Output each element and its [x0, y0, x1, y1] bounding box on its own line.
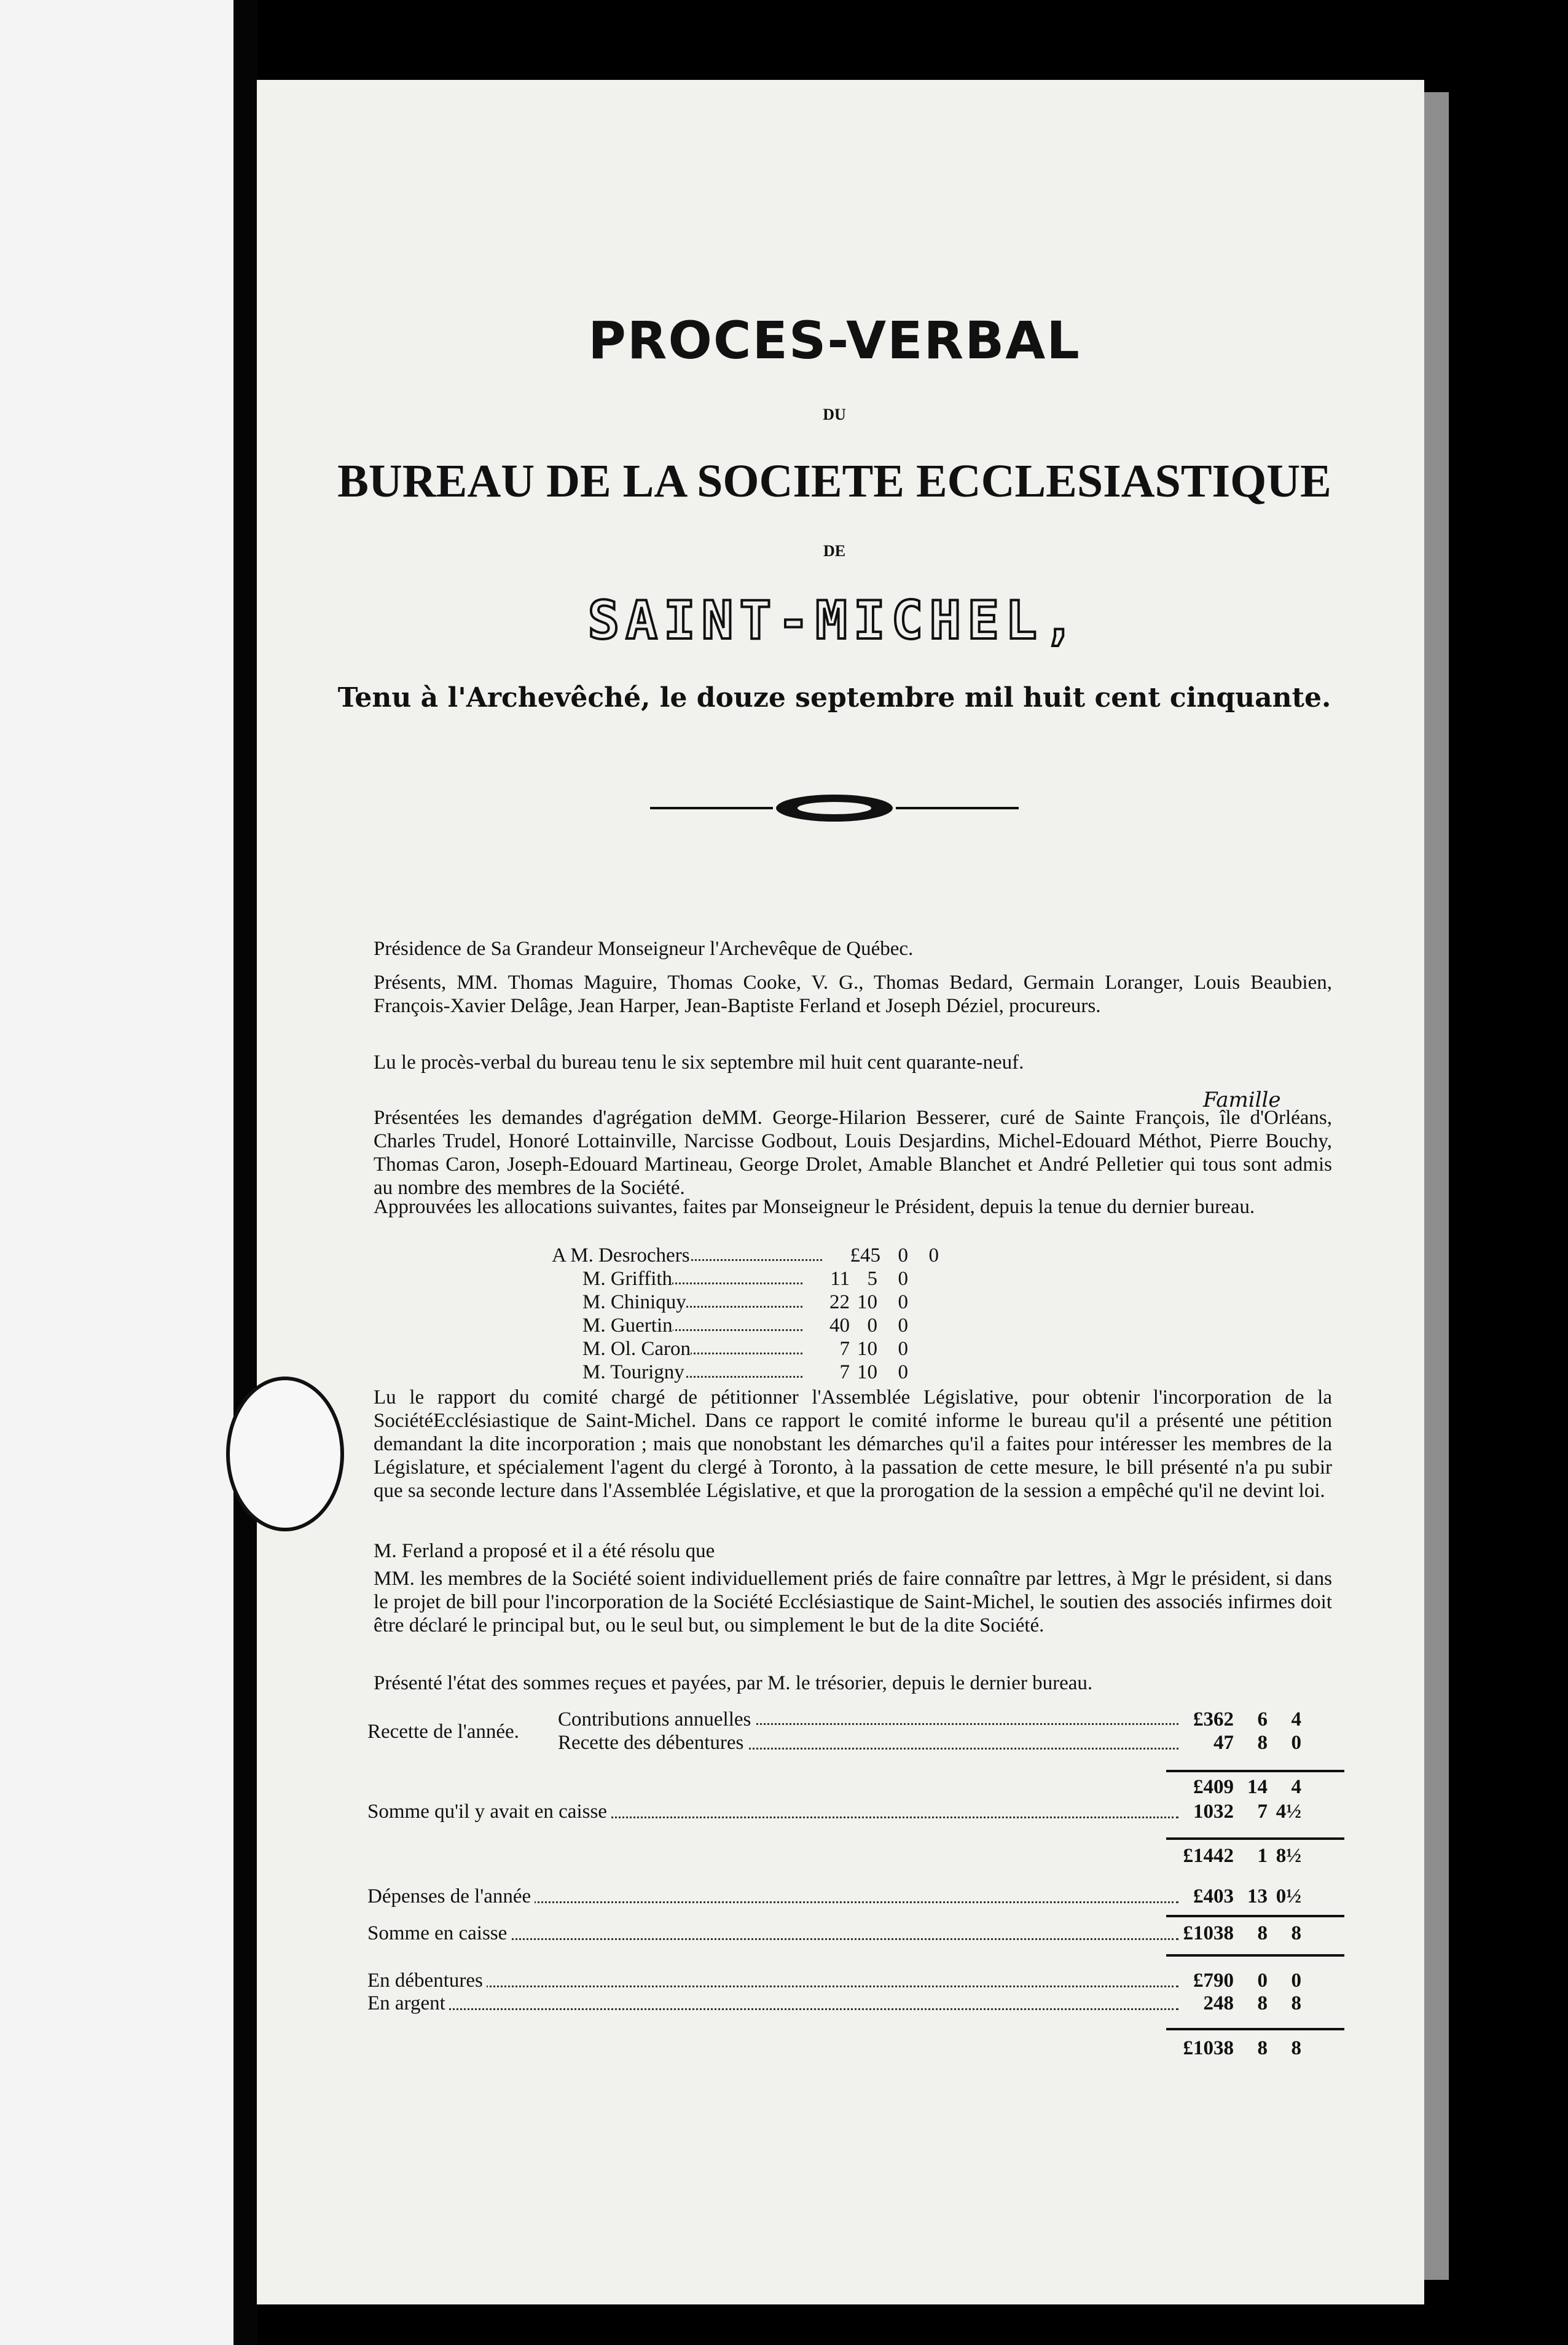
allocation-pounds: 22	[804, 1291, 850, 1314]
allocation-pence: 0	[898, 1268, 908, 1290]
allocation-name: M. Griffith	[582, 1268, 673, 1290]
account-pounds: £403	[1193, 1885, 1234, 1907]
account-pence: 0	[1291, 1732, 1301, 1754]
allocation-shillings: 10	[857, 1338, 877, 1360]
account-row-caisse	[367, 1801, 1326, 1825]
allocation-name: A M. Desrochers	[552, 1244, 690, 1267]
account-pence: 4	[1291, 1776, 1301, 1798]
allocation-name: M. Ol. Caron	[582, 1338, 691, 1360]
document-page	[257, 80, 1424, 2304]
document-title: PROCES-VERBAL	[588, 310, 1081, 371]
allocations-table	[552, 1244, 945, 1385]
allocation-pounds: 7	[804, 1361, 850, 1384]
paragraph-etat: Présenté l'état des sommes reçues et payées, par M. le trésorier, depuis le dernier bureau.	[374, 1672, 1093, 1694]
heading-bureau: BUREAU DE LA SOCIETE ECCLESIASTIQUE	[337, 455, 1331, 507]
sum-rule	[1166, 1837, 1344, 1840]
account-label-contrib: Contributions annuelles	[558, 1708, 755, 1731]
page-edge	[1424, 92, 1449, 2280]
allocation-row	[552, 1244, 945, 1268]
allocation-row	[582, 1361, 945, 1385]
sum-rule	[1166, 1915, 1344, 1917]
ornament-divider-icon	[650, 787, 1019, 830]
account-pounds: 248	[1203, 1992, 1234, 2014]
account-row-depenses	[367, 1885, 1326, 1910]
account-pounds: £1442	[1183, 1845, 1234, 1867]
allocation-shillings: 0	[898, 1244, 908, 1267]
allocation-name: M. Tourigny	[582, 1361, 684, 1383]
account-row-sub1	[367, 1776, 1326, 1801]
heading-saint-michel: SAINT-MICHEL,	[587, 590, 1081, 651]
account-shillings: 0	[1257, 1970, 1268, 1992]
account-pence: 4	[1291, 1708, 1301, 1730]
paragraph-agregation: Présentées les demandes d'agrégation deMM. George-Hilarion Besserer, curé de Sainte François, île d'Orléans, Charles Trudel, Honoré Lottainville, Narcisse Godbout, Louis Desjardins, Michel-Edouard Méthot, Pierre Bouchy, Thomas Caron, Joseph-Edouard Martineau, George Drolet, Amable Blanchet et André Pelletier qui tous sont admis au nombre des membres de la Société.	[374, 1107, 1332, 1199]
allocation-shillings: 5	[867, 1268, 877, 1290]
account-pounds: £1038	[1183, 2037, 1234, 2059]
account-shillings: 13	[1247, 1885, 1268, 1907]
allocation-row	[582, 1291, 945, 1314]
sum-rule	[1166, 2028, 1344, 2030]
allocation-pence: 0	[928, 1244, 939, 1267]
meeting-date-line: Tenu à l'Archevêché, le douze septembre mil huit cent cinquante.	[337, 682, 1331, 713]
account-row-endeb	[367, 1970, 1326, 1994]
account-shillings: 8	[1257, 1992, 1268, 2014]
allocation-pence: 0	[898, 1361, 908, 1383]
paragraph-ferland: M. Ferland a proposé et il a été résolu que	[374, 1540, 715, 1562]
account-label-caisse: Somme qu'il y avait en caisse	[367, 1801, 611, 1823]
allocation-pounds: £45	[834, 1244, 880, 1267]
account-shillings: 8	[1257, 2037, 1268, 2059]
account-shillings: 8	[1257, 1922, 1268, 1944]
account-pence: 4½	[1276, 1801, 1301, 1823]
allocation-row	[582, 1338, 945, 1361]
account-label-argent: En argent	[367, 1992, 449, 2015]
account-pence: 8	[1291, 1922, 1301, 1944]
account-label-endeb: En débentures	[367, 1970, 487, 1992]
allocation-shillings: 0	[867, 1314, 877, 1337]
library-stamp-icon	[226, 1377, 344, 1531]
sum-rule	[1166, 1954, 1344, 1957]
paragraph-allocations: Approuvées les allocations suivantes, faites par Monseigneur le Président, depuis la tenue du dernier bureau.	[374, 1196, 1255, 1218]
account-shillings: 1	[1257, 1845, 1268, 1867]
account-pence: 8½	[1276, 1845, 1301, 1867]
account-shillings: 7	[1257, 1801, 1268, 1823]
allocation-name: M. Guertin	[582, 1314, 673, 1337]
account-shillings: 6	[1257, 1708, 1268, 1730]
account-label-recette: Recette de l'année.	[367, 1721, 523, 1743]
account-row-argent	[367, 1992, 1326, 2017]
account-shillings: 8	[1257, 1732, 1268, 1754]
account-row-somme	[367, 1922, 1326, 1947]
heading-de: DE	[823, 542, 846, 560]
allocation-name: M. Chiniquy	[582, 1291, 686, 1313]
allocation-pence: 0	[898, 1338, 908, 1360]
paragraph-rapport: Lu le rapport du comité chargé de pétitionner l'Assemblée Législative, pour obtenir l'incorporation de la SociétéEcclésiastique de Saint-Michel. Dans ce rapport le comité informe le bureau qu'il a présenté une pétition demandant la dite incorporation ; mais que nonobstant les démarches qu'il a faites pour intéresser les membres de la Législature, et spécialement l'agent du clergé à Toronto, à la passation de cette mesure, le bill présenté n'a pu subir que sa seconde lecture dans l'Assemblée Législative, et que la prorogation de la session a empêché qu'il ne devint loi.	[374, 1386, 1332, 1502]
allocation-shillings: 10	[857, 1361, 877, 1383]
account-label-debent: Recette des débentures	[558, 1732, 747, 1754]
paragraph-proces-verbal: Lu le procès-verbal du bureau tenu le six septembre mil huit cent quarante-neuf.	[374, 1051, 1024, 1074]
allocation-pence: 0	[898, 1291, 908, 1313]
account-pence: 8	[1291, 1992, 1301, 2014]
allocation-pence: 0	[898, 1314, 908, 1337]
account-pounds: 1032	[1193, 1801, 1234, 1823]
allocation-row	[582, 1314, 945, 1338]
heading-du: DU	[823, 406, 846, 423]
account-pounds: £409	[1193, 1776, 1234, 1798]
paragraph-presidence: Présidence de Sa Grandeur Monseigneur l'Archevêque de Québec.	[374, 938, 914, 960]
adjacent-page	[0, 0, 233, 2345]
account-pence: 0½	[1276, 1885, 1301, 1907]
account-row-total1	[367, 1845, 1326, 1869]
account-shillings: 14	[1247, 1776, 1268, 1798]
allocation-pounds: 40	[804, 1314, 850, 1337]
allocation-pounds: 7	[804, 1338, 850, 1361]
account-pounds: £362	[1193, 1708, 1234, 1730]
account-pounds: £1038	[1183, 1922, 1234, 1944]
account-pounds: 47	[1213, 1732, 1234, 1754]
handwritten-annotation: Famille	[1203, 1088, 1281, 1112]
paragraph-resolution: MM. les membres de la Société soient individuellement priés de faire connaître par lettres, à Mgr le président, si dans le projet de bill pour l'incorporation de la Société Ecclésiastique de Saint-Michel, le soutien des associés infirmes doit être déclaré le principal but, ou le seul but, ou simplement le but de la dite Société.	[374, 1568, 1332, 1636]
paragraph-presents: Présents, MM. Thomas Maguire, Thomas Cooke, V. G., Thomas Bedard, Germain Loranger, Louis Beaubien, François-Xavier Delâge, Jean Harper, Jean-Baptiste Ferland et Joseph Déziel, procureurs.	[374, 972, 1332, 1017]
account-pounds: £790	[1193, 1970, 1234, 1992]
account-pence: 0	[1291, 1970, 1301, 1992]
allocation-shillings: 10	[857, 1291, 877, 1313]
allocation-row	[582, 1268, 945, 1291]
sum-rule	[1166, 1770, 1344, 1772]
account-row-total2	[367, 2037, 1326, 2062]
book-gutter	[233, 0, 258, 2345]
account-label-somme: Somme en caisse	[367, 1922, 511, 1945]
account-label-depenses: Dépenses de l'année	[367, 1885, 535, 1908]
allocation-pounds: 11	[804, 1268, 850, 1290]
account-pence: 8	[1291, 2037, 1301, 2059]
